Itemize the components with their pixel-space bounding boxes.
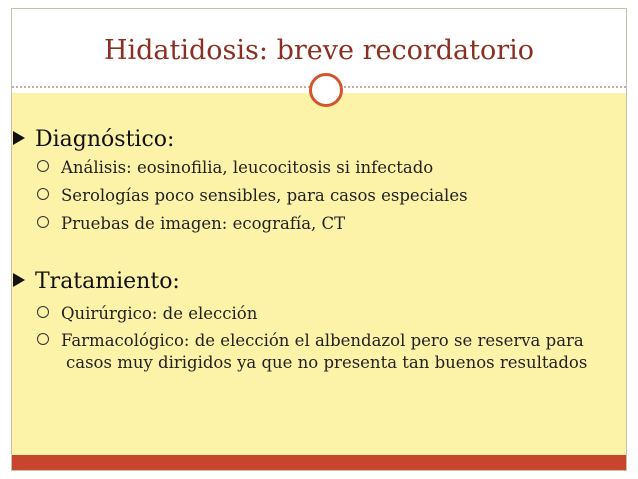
list-item-label: Farmacológico: de elección el albendazol pero se reserva para — [61, 331, 584, 350]
circle-ornament-icon — [309, 73, 343, 107]
list-item — [37, 213, 345, 235]
content-area — [12, 93, 626, 455]
list-item-label: Análisis: eosinofilia, leucocitosis si infectado — [61, 158, 434, 177]
slide-title: Hidatidosis: breve recordatorio — [103, 35, 535, 66]
list-item-label: Pruebas de imagen: ecografía, CT — [61, 214, 346, 233]
list-item-label: Serologías poco sensibles, para casos especiales — [61, 186, 468, 205]
list-item — [37, 303, 257, 325]
filled-triangle-bullet-icon — [13, 273, 25, 287]
section-heading-diagnostico — [13, 127, 174, 152]
list-item — [37, 157, 433, 179]
list-item-continuation: casos muy dirigidos ya que no presenta tan buenos resultados — [66, 353, 588, 372]
hollow-circle-bullet-icon — [37, 333, 49, 345]
hollow-circle-bullet-icon — [37, 188, 49, 200]
list-item — [37, 185, 468, 207]
list-item — [37, 330, 587, 374]
hollow-circle-bullet-icon — [37, 306, 49, 318]
list-item-label: Quirúrgico: de elección — [61, 304, 258, 323]
filled-triangle-bullet-icon — [13, 131, 25, 145]
slide-frame — [11, 8, 627, 471]
section-heading-tratamiento — [13, 269, 180, 294]
section-heading-label: Tratamiento: — [35, 269, 180, 294]
footer-bar — [12, 455, 626, 470]
hollow-circle-bullet-icon — [37, 216, 49, 228]
hollow-circle-bullet-icon — [37, 160, 49, 172]
section-heading-label: Diagnóstico: — [35, 127, 175, 152]
